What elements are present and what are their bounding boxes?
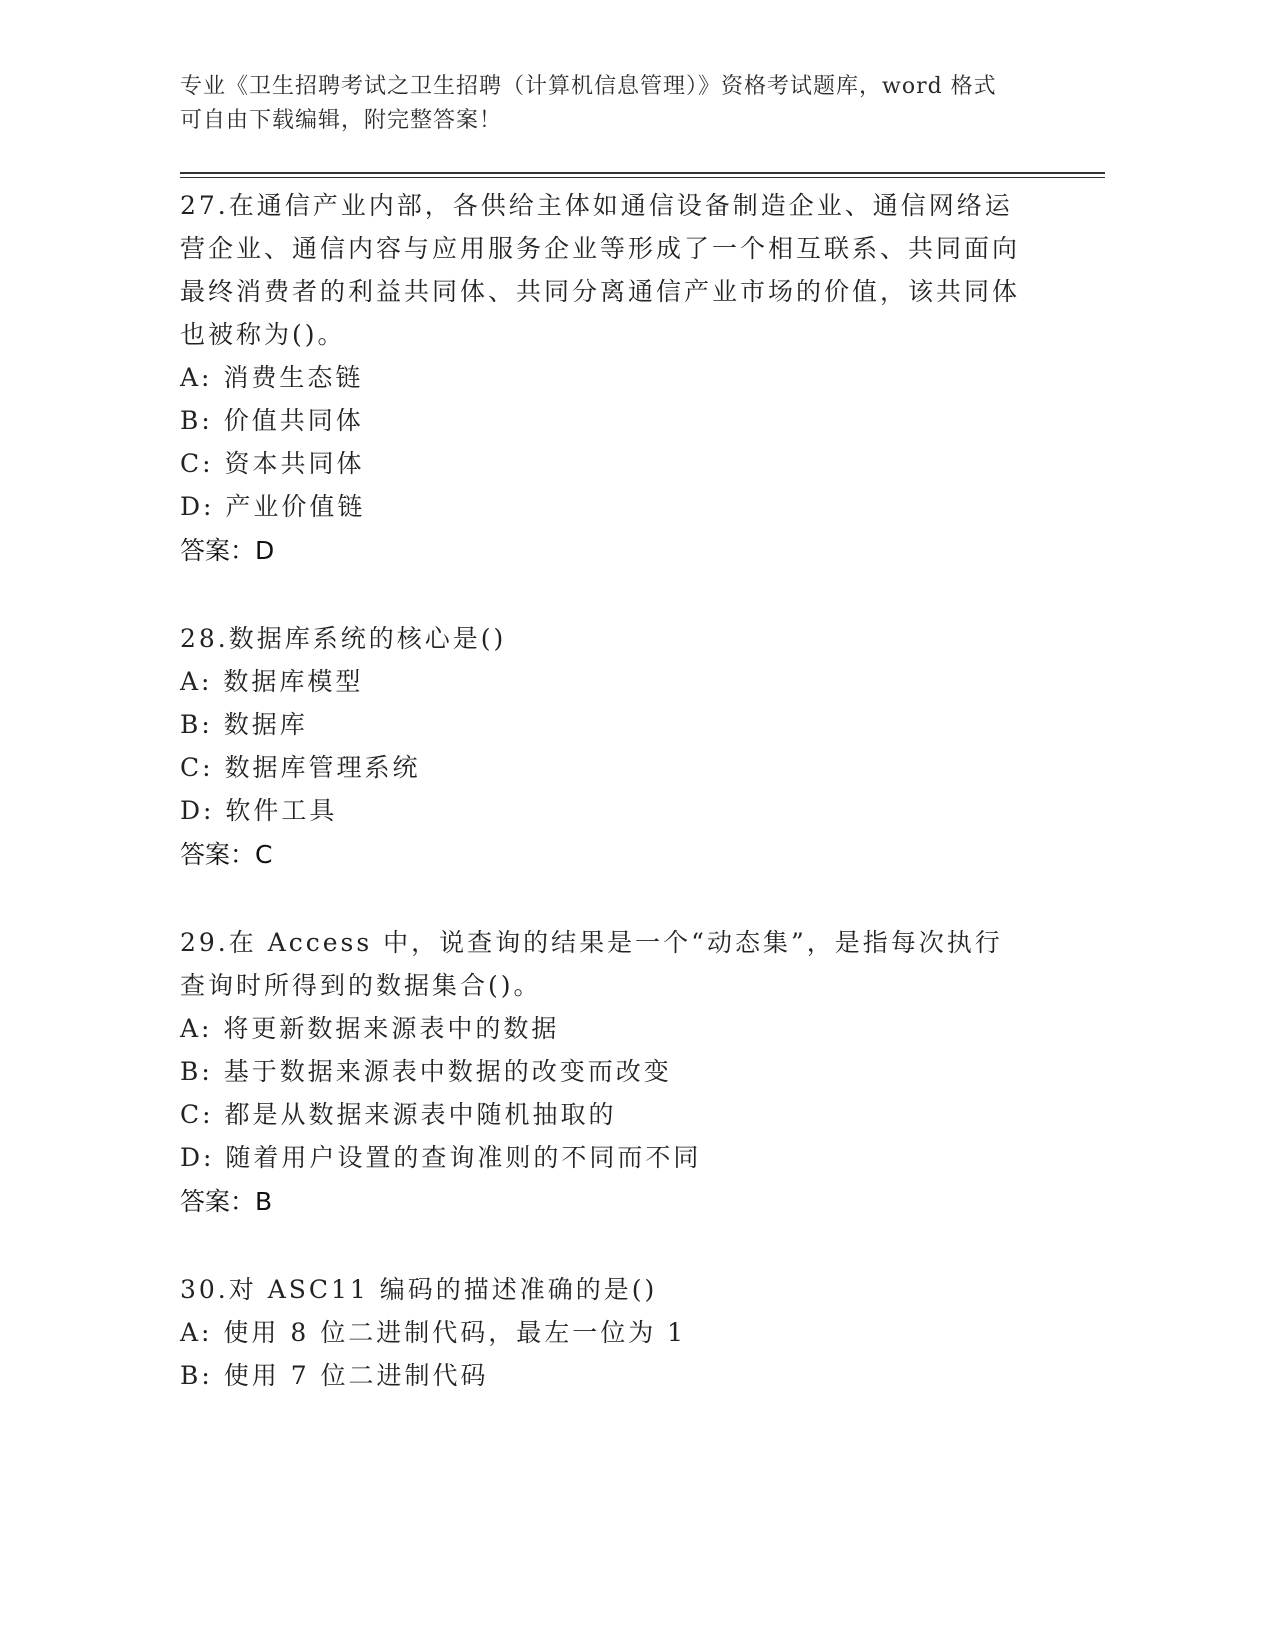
option-b: B: 基于数据来源表中数据的改变而改变 — [180, 1057, 672, 1086]
option-d: D: 软件工具 — [180, 796, 338, 825]
question-28 — [180, 617, 1100, 878]
option-c: C: 数据库管理系统 — [180, 753, 421, 782]
question-29 — [180, 921, 1100, 1225]
question-stem: 29.在 Access 中，说查询的结果是一个“动态集”，是指每次执行查询时所得到的数据集合()。 — [180, 928, 1003, 1000]
document-header — [180, 70, 1100, 138]
header-line-2: 可自由下载编辑，附完整答案！ — [180, 108, 503, 133]
question-27 — [180, 184, 1100, 574]
question-stem: 28.数据库系统的核心是() — [180, 624, 507, 653]
header-line-1: 专业《卫生招聘考试之卫生招聘（计算机信息管理）》资格考试题库，word 格式 — [180, 74, 997, 99]
option-c: C: 资本共同体 — [180, 449, 365, 478]
answer-line: 答案：D — [180, 536, 275, 565]
question-stem: 30.对 ASC11 编码的描述准确的是() — [180, 1275, 658, 1304]
option-b: B: 使用 7 位二进制代码 — [180, 1361, 489, 1390]
header-divider — [180, 172, 1105, 178]
option-d: D: 随着用户设置的查询准则的不同而不同 — [180, 1143, 702, 1172]
question-stem: 27.在通信产业内部，各供给主体如通信设备制造企业、通信网络运营企业、通信内容与应用服务企业等形成了一个相互联系、共同面向最终消费者的利益共同体、共同分离通信产业市场的价值，该共同体也被称为()。 — [180, 191, 1021, 349]
answer-line: 答案：B — [180, 1187, 273, 1216]
question-list — [180, 184, 1100, 1397]
option-a: A: 使用 8 位二进制代码，最左一位为 1 — [180, 1318, 687, 1347]
option-b: B: 价值共同体 — [180, 406, 364, 435]
option-c: C: 都是从数据来源表中随机抽取的 — [180, 1100, 617, 1129]
question-30 — [180, 1268, 1100, 1397]
answer-line: 答案：C — [180, 840, 273, 869]
option-d: D: 产业价值链 — [180, 492, 366, 521]
document-page — [180, 70, 1100, 1440]
option-b: B: 数据库 — [180, 710, 308, 739]
option-a: A: 消费生态链 — [180, 363, 364, 392]
option-a: A: 数据库模型 — [180, 667, 364, 696]
option-a: A: 将更新数据来源表中的数据 — [180, 1014, 560, 1043]
